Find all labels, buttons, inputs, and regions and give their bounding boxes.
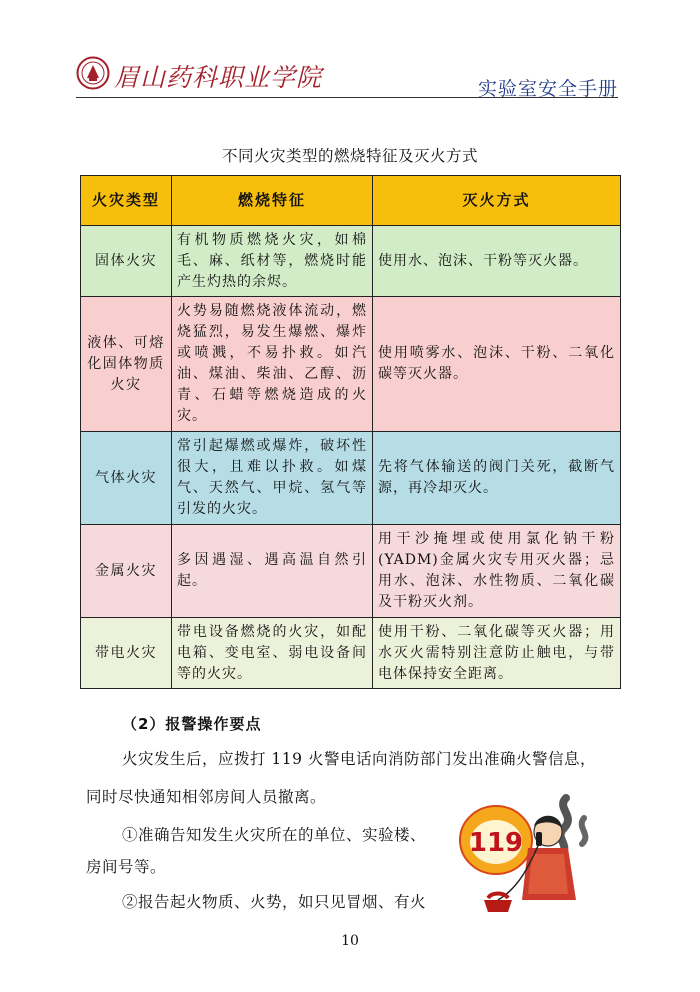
table-row [81,297,621,432]
feature-cell: 有机物质燃烧火灾，如棉毛、麻、纸材等，燃烧时能产生灼热的余烬。 [172,226,373,297]
fire-type-cell: 气体火灾 [81,432,172,525]
page-header [76,52,618,98]
college-logo-icon [76,56,110,90]
table-row [81,525,621,618]
table-row [81,226,621,297]
method-cell: 用干沙掩埋或使用氯化钠干粉(YADM)金属火灾专用灭火器；忌用水、泡沫、水性物质、二氧化碳及干粉灭火剂。 [373,525,621,618]
fire-alarm-phone-call-illustration [458,788,608,918]
method-cell: 使用干粉、二氧化碳等灭火器；用水灭火需特别注意防止触电，与带电体保持安全距离。 [373,618,621,689]
fire-type-cell: 液体、可熔化固体物质火灾 [81,297,172,432]
emergency-number-label: 119 [468,828,524,858]
feature-cell: 带电设备燃烧的火灾，如配电箱、变电室、弱电设备间等的火灾。 [172,618,373,689]
header-extinguish-method: 灭火方式 [373,176,621,226]
header-rule [76,97,618,98]
fire-type-cell: 金属火灾 [81,525,172,618]
header-fire-type: 火灾类型 [81,176,172,226]
manual-title: 实验室安全手册 [477,78,618,100]
fire-type-cell: 带电火灾 [81,618,172,689]
table-header-row [81,176,621,226]
paragraph-line: 火灾发生后，应拨打 119 火警电话向消防部门发出准确火警信息， [122,750,596,768]
feature-cell: 常引起爆燃或爆炸，破坏性很大，且难以扑救。如煤气、天然气、甲烷、氢气等引发的火灾。 [172,432,373,525]
list-item: ①准确告知发生火灾所在的单位、实验楼、 [122,826,427,844]
header-combustion-feature: 燃烧特征 [172,176,373,226]
college-name: 眉山药科职业学院 [114,63,323,92]
page-number: 10 [341,933,359,949]
table-row [81,432,621,525]
list-item: ②报告起火物质、火势，如只见冒烟、有火 [122,893,427,911]
feature-cell: 火势易随燃烧液体流动，燃烧猛烈，易发生爆燃、爆炸或喷溅，不易扑救。如汽油、煤油、柴油、乙醇、沥青、石蜡等燃烧造成的火灾。 [172,297,373,432]
feature-cell: 多因遇湿、遇高温自然引起。 [172,525,373,618]
list-item-continuation: 房间号等。 [86,858,167,876]
table-row [81,618,621,689]
method-cell: 使用喷雾水、泡沫、干粉、二氧化碳等灭火器。 [373,297,621,432]
section-heading: （2）报警操作要点 [122,715,262,733]
fire-types-table [80,175,621,689]
table-caption: 不同火灾类型的燃烧特征及灭火方式 [221,147,478,165]
fire-type-cell: 固体火灾 [81,226,172,297]
method-cell: 使用水、泡沫、干粉等灭火器。 [373,226,621,297]
paragraph-line: 同时尽快通知相邻房间人员撤离。 [86,788,327,806]
method-cell: 先将气体输送的阀门关死，截断气源，再冷却灭火。 [373,432,621,525]
